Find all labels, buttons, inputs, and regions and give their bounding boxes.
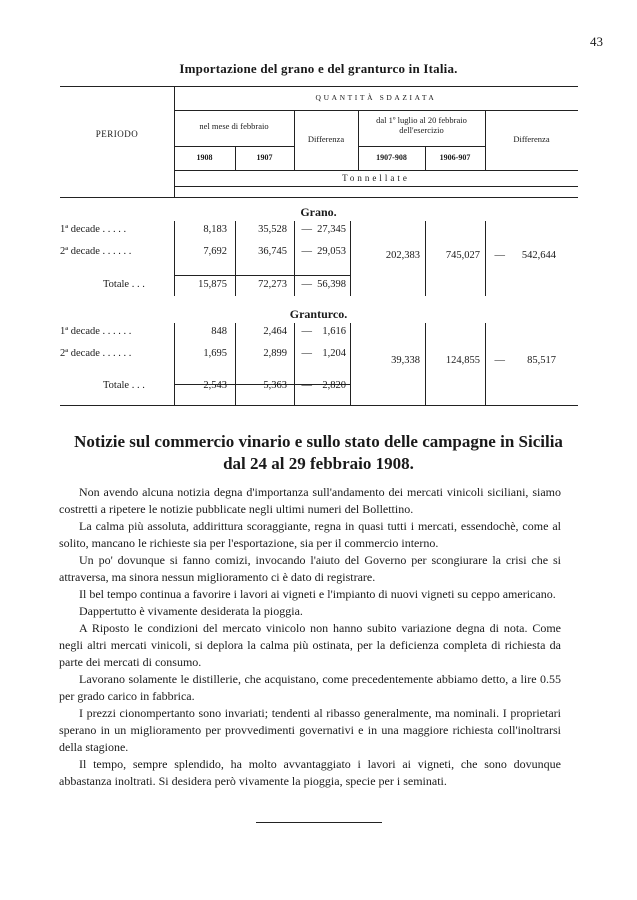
paragraph: I prezzi cionompertanto sono invariati; tendenti al ribasso generalmente, ma nominali. I proprietari sperano in un miglioramento per provvedimenti governativi e in una maggiore richiesta coll'inoltrarsi della stagione. xyxy=(59,706,561,754)
end-rule xyxy=(256,822,382,823)
header-periodo: PERIODO xyxy=(95,129,139,139)
paragraph: Dappertutto è vivamente desiderata la pioggia. xyxy=(79,604,303,618)
header-1907-908: 1907-908 xyxy=(376,153,407,162)
header-1906-907: 1906-907 xyxy=(439,153,471,162)
paragraph: A Riposto le condizioni del mercato vinicolo non hanno subito variazione degna di nota. Come negli altri mercati vinicoli, si deplora la calma più ostinata, per la deficienza completa di richiesta da parte dei mercati di consumo. xyxy=(59,621,561,669)
header-diff-month: Differenza xyxy=(307,134,345,144)
header-quantita: QUANTITÀ SDAZIATA xyxy=(315,93,437,102)
page-number: 43 xyxy=(590,34,603,49)
paragraph: Il tempo, sempre splendido, ha molto avvantaggiato i lavori ai vigneti, che sono dovunque abbastanza inoltrati. Si desidera però vivamente la pioggia, specie per i seminati. xyxy=(59,757,561,788)
paragraph: Un po' dovunque si fanno comizi, invocando l'aiuto del Governo per scongiurare la crisi che si attraversa, ma sinora nessun miglioramento ci è dato di registrare. xyxy=(59,553,561,584)
paragraph: Il bel tempo continua a favorire i lavori ai vigneti e l'impianto di nuovi vigneti su ceppo americano. xyxy=(79,587,556,601)
paragraph: Non avendo alcuna notizia degna d'importanza sull'andamento dei mercati vinicoli siciliani, siamo costretti a ripetere le notizie pubblicate negli ultimi numeri del Bollettino. xyxy=(59,485,561,516)
header-unit: Tonnellate xyxy=(342,173,410,183)
header-diff-year: Differenza xyxy=(513,134,550,144)
article-body xyxy=(59,484,561,790)
article-title: Notizie sul commercio vinario e sullo stato delle campagne in Sicilia dal 24 al 29 febbraio 1908. xyxy=(74,432,563,473)
header-1907: 1907 xyxy=(256,153,273,162)
paragraph: La calma più assoluta, addirittura scoraggiante, regna in quasi tutti i mercati, essendochè, come al solito, mancano le richieste sia per l'esportazione, sia per il commercio interno. xyxy=(59,519,561,550)
section-grano: Grano. xyxy=(300,205,337,219)
paragraph: Lavorano solamente le distillerie, che acquistano, come precedentemente abbiamo detto, a lire 0.55 per grado carico in fabbrica. xyxy=(59,672,561,703)
header-february: nel mese di febbraio xyxy=(199,121,269,131)
header-july: dal 1º luglio al 20 febbraio dell'esercizio xyxy=(376,115,467,135)
table-title: Importazione del grano e del granturco in Italia. xyxy=(179,61,458,76)
header-1908: 1908 xyxy=(196,153,213,162)
section-granturco: Granturco. xyxy=(289,307,348,321)
